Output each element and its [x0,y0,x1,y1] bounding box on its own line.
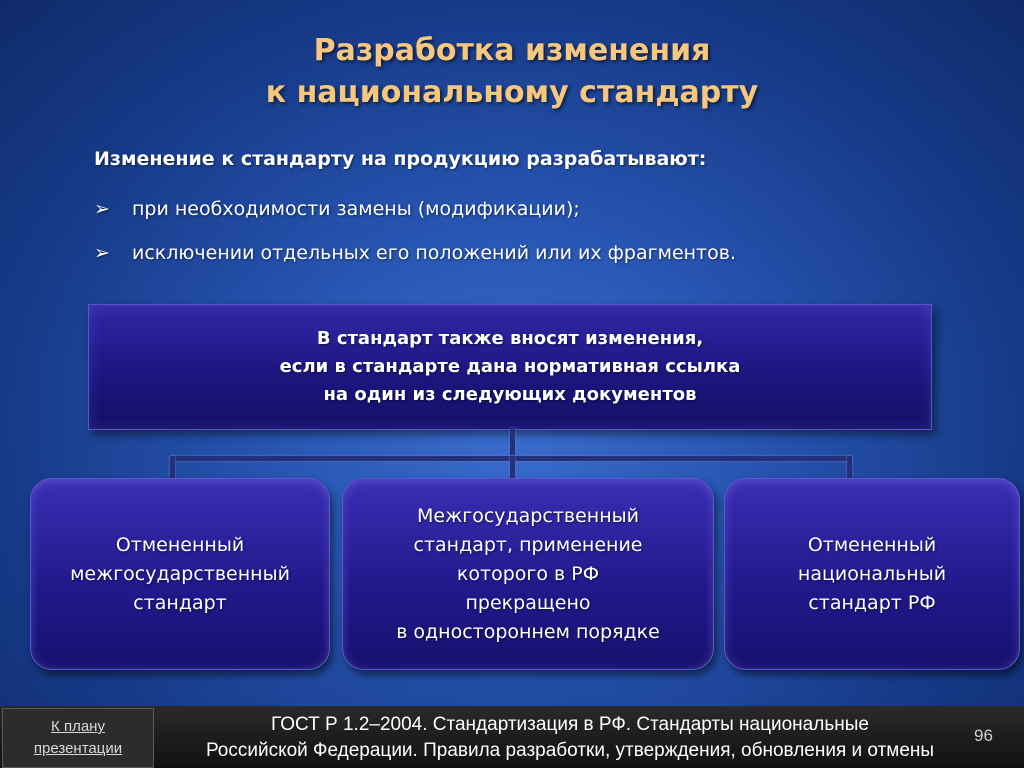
plan-link-line-1[interactable]: К плану [51,718,105,735]
bullet-text: исключении отдельных его положений или их фрагментов. [132,242,736,264]
header-box-line: В стандарт также вносят изменения, [316,328,704,349]
header-box [88,304,932,430]
slide-title [0,30,1024,114]
page-number: 96 [974,726,993,745]
box-line: которого в РФ [456,562,600,585]
box-line: стандарт РФ [808,591,936,614]
connector-line [510,428,515,458]
box-line: Отмененный [807,533,937,556]
box-line: стандарт, применение [413,533,643,556]
bullet-item [94,198,580,220]
bullet-text: при необходимости замены (модификации); [132,198,580,220]
box-line: межгосударственный [70,562,290,585]
box-line: прекращено [465,591,591,614]
box-cancelled-interstate-standard [30,478,330,670]
header-box-line: если в стандарте дана нормативная ссылка [279,356,741,377]
reference-line-1: ГОСТ Р 1.2–2004. Стандартизация в РФ. Стандарты национальные [271,714,869,735]
reference-line-2: Российской Федерации. Правила разработки, утверждения, обновления и отмены [205,740,935,761]
arrow-bullet-icon: ➢ [94,198,110,220]
title-line-1: Разработка изменения [313,33,711,68]
bullet-item [94,242,736,264]
back-to-plan-link[interactable] [2,708,154,768]
box-line: в одностороннем порядке [396,620,660,643]
intro-text: Изменение к стандарту на продукцию разрабатывают: [94,148,707,170]
box-line: Межгосударственный [417,504,639,527]
box-cancelled-national-standard [724,478,1020,670]
connector-line [510,456,515,480]
connector-line [170,456,175,480]
box-line: Отмененный [115,533,245,556]
arrow-bullet-icon: ➢ [94,242,110,264]
plan-link-line-2[interactable]: презентации [33,740,123,757]
title-line-2: к национальному стандарту [265,75,759,110]
box-line: национальный [797,562,947,585]
header-box-line: на один из следующих документов [323,384,697,405]
connector-line [847,456,852,480]
source-reference [160,712,980,764]
box-line: стандарт [133,591,227,614]
box-interstate-standard-terminated [342,478,714,670]
